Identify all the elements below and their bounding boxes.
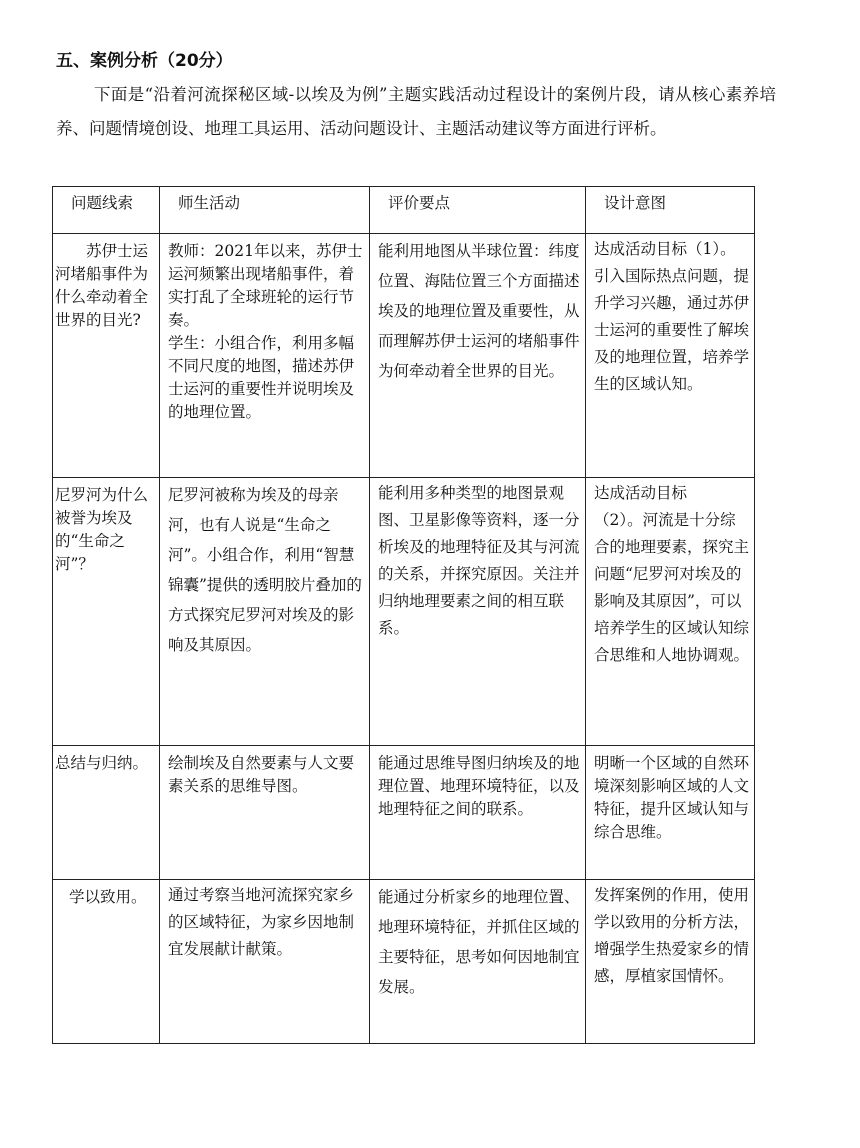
row3-evaluation: 能通过思维导图归纳埃及的地理位置、地理环境特征，以及地理特征之间的联系。 <box>378 754 580 818</box>
row1-activity-teacher: 教师：2021年以来，苏伊士运河频繁出现堵船事件，着实打乱了全球班轮的运行节奏。 <box>168 242 363 329</box>
row1-intent: 达成活动目标（1）。引入国际热点问题，提升学习兴趣，通过苏伊士运河的重要性了解埃及的地理位置，培养学生的区域认知。 <box>594 240 750 393</box>
row2-clue-cell <box>53 478 160 746</box>
row1-intent-cell <box>586 234 755 478</box>
table-row <box>53 478 755 746</box>
row2-evaluation: 能利用多种类型的地图景观图、卫星影像等资料，逐一分析埃及的地理特征及其与河流的关系，并探究原因。关注并归纳地理要素之间的相互联系。 <box>378 484 580 637</box>
header-evaluation-text: 评价要点 <box>388 194 451 212</box>
row3-clue: 总结与归纳。 <box>55 754 149 772</box>
header-clue-text: 问题线索 <box>71 194 134 212</box>
row4-evaluation-cell <box>370 880 586 1044</box>
section-intro: 下面是“沿着河流探秘区域-以埃及为例”主题实践活动过程设计的案例片段，请从核心素养培养、问题情境创设、地理工具运用、活动问题设计、主题活动建议等方面进行评析。 <box>56 85 776 138</box>
row3-intent-cell <box>586 746 755 880</box>
row2-intent: （2）。河流是十分综合的地理要素，探究主问题“尼罗河对埃及的影响及其原因”，可以培养学生的区域认知综合思维和人地协调观。 <box>594 511 750 664</box>
row1-clue: 苏伊士运河堵船事件为什么牵动着全世界的目光? <box>55 242 149 329</box>
header-intent <box>586 187 755 234</box>
row1-clue-cell <box>53 234 160 478</box>
row2-activity-cell <box>160 478 370 746</box>
table-row <box>53 234 755 478</box>
row2-clue: 尼罗河为什么被誉为埃及的“生命之河”？ <box>55 486 149 573</box>
header-evaluation <box>370 187 586 234</box>
header-intent-text: 设计意图 <box>604 194 667 212</box>
row3-activity: 绘制埃及自然要素与人文要素关系的思维导图。 <box>168 754 355 795</box>
row3-clue-cell <box>53 746 160 880</box>
header-activity <box>160 187 370 234</box>
row1-evaluation: 能利用地图从半球位置：纬度位置、海陆位置三个方面描述埃及的地理位置及重要性，从而理解苏伊士运河的堵船事件为何牵动着全世界的目光。 <box>378 242 580 380</box>
row3-intent: 明晰一个区域的自然环境深刻影响区域的人文特征，提升区域认知与综合思维。 <box>594 754 750 841</box>
section-heading: 五、案例分析（20分） <box>56 51 233 71</box>
row2-intent-cell <box>586 478 755 746</box>
row2-intent-title: 达成活动目标 <box>594 484 688 502</box>
row4-clue-cell <box>53 880 160 1044</box>
row2-activity: 尼罗河被称为埃及的母亲河，也有人说是“生命之河”。小组合作，利用“智慧锦囊”提供的透明胶片叠加的方式探究尼罗河对埃及的影响及其原因。 <box>168 486 362 654</box>
row1-activity-cell <box>160 234 370 478</box>
case-table <box>52 186 755 1044</box>
row4-activity: 通过考察当地河流探究家乡的区域特征，为家乡因地制宜发展献计献策。 <box>168 886 355 958</box>
row3-activity-cell <box>160 746 370 880</box>
row4-activity-cell <box>160 880 370 1044</box>
row1-evaluation-cell <box>370 234 586 478</box>
row4-evaluation: 能通过分析家乡的地理位置、地理环境特征，并抓住区域的主要特征，思考如何因地制宜发展。 <box>378 888 580 996</box>
row4-intent: 发挥案例的作用，使用学以致用的分析方法，增强学生热爱家乡的情感，厚植家国情怀。 <box>594 886 750 985</box>
row4-intent-cell <box>586 880 755 1044</box>
row4-clue: 学以致用。 <box>69 888 147 906</box>
table-header-row <box>53 187 755 234</box>
row3-evaluation-cell <box>370 746 586 880</box>
row2-evaluation-cell <box>370 478 586 746</box>
header-activity-text: 师生活动 <box>178 194 241 212</box>
table-row <box>53 746 755 880</box>
header-clue <box>53 187 160 234</box>
table-row <box>53 880 755 1044</box>
row1-activity-student: 学生：小组合作，利用多幅不同尺度的地图，描述苏伊士运河的重要性并说明埃及的地理位置。 <box>168 334 355 421</box>
